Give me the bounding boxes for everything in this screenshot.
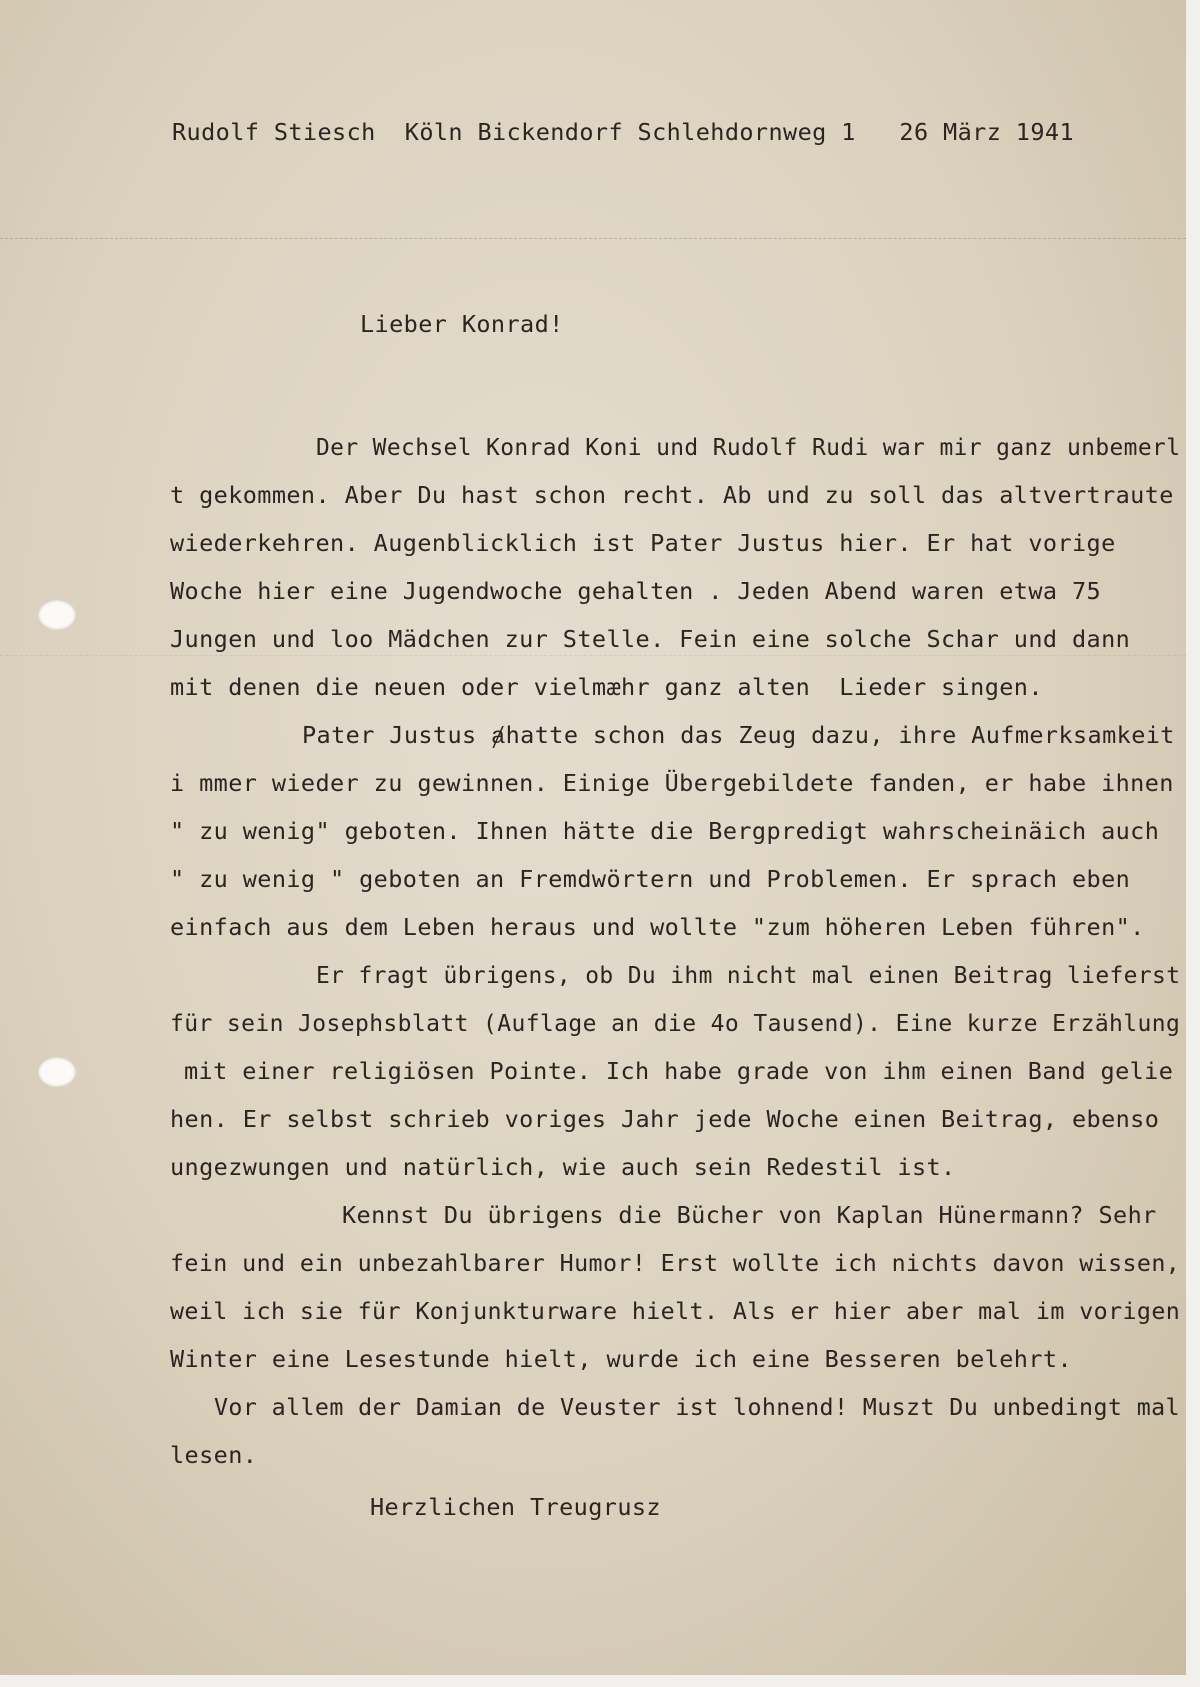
body-line: wiederkehren. Augenblicklich ist Pater Justus hier. Er hat vorige [170,529,1116,557]
body-line: Er fragt übrigens, ob Du ihm nicht mal einen Beitrag lieferst [316,961,1181,989]
body-line: lesen. [170,1441,258,1469]
body-line: Der Wechsel Konrad Koni und Rudolf Rudi war mir ganz unbemerl [316,433,1181,461]
body-line: i mmer wieder zu gewinnen. Einige Übergebildete fanden, er habe ihnen [170,769,1174,797]
body-line: mit einer religiösen Pointe. Ich habe grade von ihm einen Band gelie [184,1057,1174,1085]
body-line: Kennst Du übrigens die Bücher von Kaplan Hünermann? Sehr [342,1201,1157,1229]
body-line: fein und ein unbezahlbarer Humor! Erst wollte ich nichts davon wissen, [170,1249,1181,1277]
body-line: einfach aus dem Leben heraus und wollte "zum höheren Leben führen". [170,913,1145,941]
body-line: hen. Er selbst schrieb voriges Jahr jede Woche einen Beitrag, ebenso [170,1105,1160,1133]
body-line: ungezwungen und natürlich, wie auch sein Redestil ist. [170,1153,956,1181]
scan-edge-bottom [0,1675,1200,1687]
body-line: " zu wenig" geboten. Ihnen hätte die Bergpredigt wahrscheinäich auch [170,817,1160,845]
fold-line [0,655,1186,656]
body-line: für sein Josephsblatt (Auflage an die 4o Tausend). Eine kurze Erzählung [170,1009,1181,1037]
body-line: Winter eine Lesestunde hielt, wurde ich eine Besseren belehrt. [170,1345,1072,1373]
salutation: Lieber Konrad! [360,310,564,338]
body-line: Vor allem der Damian de Veuster ist lohnend! Muszt Du unbedingt mal [214,1393,1180,1421]
scan-edge-right [1186,0,1200,1687]
body-line: Pater Justus ⱥhatte schon das Zeug dazu, ihre Aufmerksamkeit [302,721,1175,749]
punch-hole [38,1057,76,1087]
punch-hole [38,600,76,630]
body-line: t gekommen. Aber Du hast schon recht. Ab und zu soll das altvertraute [170,481,1174,509]
closing: Herzlichen Treugrusz [370,1493,661,1521]
body-line: weil ich sie für Konjunkturware hielt. Als er hier aber mal im vorigen [170,1297,1181,1325]
body-line: Woche hier eine Jugendwoche gehalten . Jeden Abend waren etwa 75 [170,577,1102,605]
body-line: mit denen die neuen oder vielmæhr ganz alten Lieder singen. [170,673,1043,701]
body-line: Jungen und loo Mädchen zur Stelle. Fein eine solche Schar und dann [170,625,1131,653]
letterhead: Rudolf Stiesch Köln Bickendorf Schlehdornweg 1 26 März 1941 [172,118,1074,146]
body-line: " zu wenig " geboten an Fremdwörtern und Problemen. Er sprach eben [170,865,1131,893]
fold-line [0,238,1186,239]
